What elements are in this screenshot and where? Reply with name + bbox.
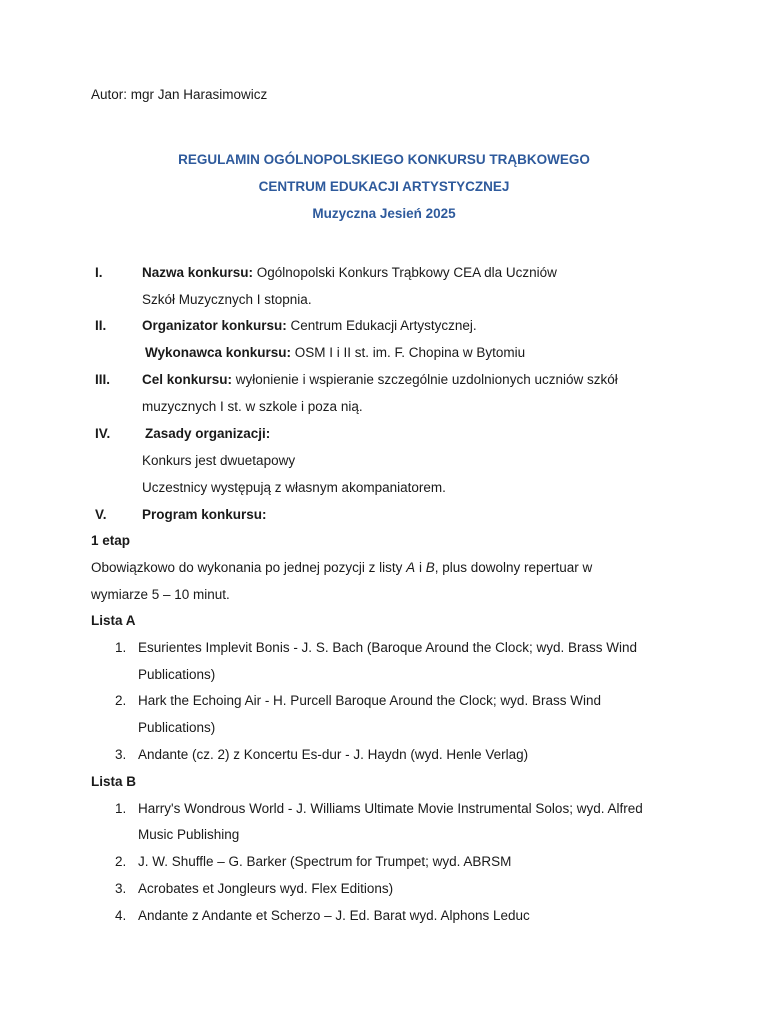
title-line-3: Muzyczna Jesień 2025 (312, 206, 456, 221)
section-1-line (142, 264, 557, 282)
title-line-2: CENTRUM EDUKACJI ARTYSTYCZNEJ (258, 179, 510, 194)
list-item: J. W. Shuffle – G. Barker (Spectrum for Trumpet; wyd. ABRSM (138, 854, 512, 869)
section-3-text: wyłonienie i wspieranie szczególnie uzdolnionych uczniów szkół (232, 372, 618, 387)
list-item-number: 3. (115, 881, 127, 896)
stage-heading: 1 etap (91, 533, 131, 548)
title-line-1: REGULAMIN OGÓLNOPOLSKIEGO KONKURSU TRĄBKOWEGO (178, 152, 590, 167)
section-3-label: Cel konkursu: (142, 372, 233, 387)
list-item: Andante z Andante et Scherzo – J. Ed. Barat wyd. Alphons Leduc (138, 908, 530, 923)
list-item-cont: Publications) (138, 667, 216, 682)
list-item-number: 4. (115, 908, 127, 923)
section-1-text: Ogólnopolski Konkurs Trąbkowy CEA dla Uczniów (253, 265, 557, 280)
author-line: Autor: mgr Jan Harasimowicz (91, 87, 268, 102)
section-2-text: Centrum Edukacji Artystycznej. (286, 318, 477, 333)
list-item: Andante (cz. 2) z Koncertu Es-dur - J. Haydn (wyd. Henle Verlag) (138, 747, 529, 762)
list-b-heading: Lista B (91, 774, 137, 789)
section-numeral: IV. (95, 426, 111, 441)
section-numeral: III. (95, 372, 111, 387)
section-4-label: Zasady organizacji: (145, 426, 271, 441)
list-item-number: 1. (115, 640, 127, 655)
section-3-line (142, 371, 618, 389)
section-2-label-2: Wykonawca konkursu: (145, 345, 292, 360)
list-b-ref: B (425, 560, 435, 575)
list-item-number: 3. (115, 747, 127, 762)
stage-intro-text-2: , plus dowolny repertuar w (434, 560, 593, 575)
list-item-number: 2. (115, 854, 127, 869)
list-item: Harry's Wondrous World - J. Williams Ultimate Movie Instrumental Solos; wyd. Alfred (138, 801, 643, 816)
list-item-cont: Publications) (138, 720, 216, 735)
section-2-line-2 (145, 344, 525, 362)
section-4-line-1: Konkurs jest dwuetapowy (142, 453, 296, 468)
section-4-line-2: Uczestnicy występują z własnym akompaniatorem. (142, 480, 446, 495)
section-2-line (142, 317, 477, 335)
section-numeral: I. (95, 265, 103, 280)
section-3-cont: muzycznych I st. w szkole i poza nią. (142, 399, 363, 414)
list-a-ref: A (406, 560, 416, 575)
list-item-number: 2. (115, 693, 127, 708)
list-item-number: 1. (115, 801, 127, 816)
section-numeral: II. (95, 318, 107, 333)
list-item-cont: Music Publishing (138, 827, 240, 842)
stage-intro-conj: i (415, 560, 426, 575)
list-item: Acrobates et Jongleurs wyd. Flex Editions) (138, 881, 394, 896)
section-2-label: Organizator konkursu: (142, 318, 287, 333)
list-item: Esurientes Implevit Bonis - J. S. Bach (Baroque Around the Clock; wyd. Brass Wind (138, 640, 637, 655)
section-1-cont: Szkół Muzycznych I stopnia. (142, 292, 312, 307)
stage-intro-cont: wymiarze 5 – 10 minut. (91, 587, 230, 602)
section-5-label: Program konkursu: (142, 507, 267, 522)
section-2-text-2: OSM I i II st. im. F. Chopina w Bytomiu (291, 345, 526, 360)
list-a-heading: Lista A (91, 613, 136, 628)
section-numeral: V. (95, 507, 107, 522)
list-item: Hark the Echoing Air - H. Purcell Baroque Around the Clock; wyd. Brass Wind (138, 693, 601, 708)
stage-intro (91, 559, 592, 577)
section-1-label: Nazwa konkursu: (142, 265, 254, 280)
stage-intro-text: Obowiązkowo do wykonania po jednej pozycji z listy (91, 560, 407, 575)
